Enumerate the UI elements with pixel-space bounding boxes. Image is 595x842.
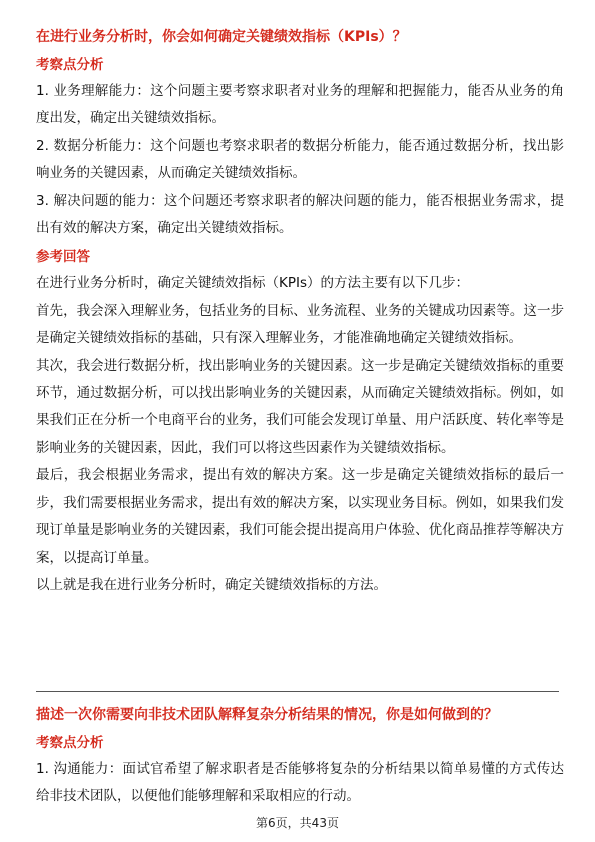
analysis-heading-2: 考察点分析 — [36, 735, 104, 751]
question-1-title: 在进行业务分析时，你会如何确定关键绩效指标（KPIs）？ — [36, 29, 407, 45]
answer-step-1: 首先，我会深入理解业务，包括业务的目标、业务流程、业务的关键成功因素等。这一步是确定关键绩效指标的基础，只有深入理解业务，才能准确地确定关键绩效指标。 — [36, 302, 564, 347]
section-divider — [36, 691, 559, 692]
answer-heading: 参考回答 — [36, 249, 90, 266]
answer-conclusion: 以上就是我在进行业务分析时，确定关键绩效指标的方法。 — [36, 576, 387, 593]
analysis-point-2: 2. 数据分析能力：这个问题也考察求职者的数据分析能力，能否通过数据分析，找出影响业务的关键因素，从而确定关键绩效指标。 — [36, 137, 564, 182]
analysis-point-3: 3. 解决问题的能力：这个问题还考察求职者的解决问题的能力，能否根据业务需求，提出有效的解决方案，确定出关键绩效指标。 — [36, 192, 564, 237]
question-2-section — [36, 704, 564, 811]
answer-intro: 在进行业务分析时，确定关键绩效指标（KPIs）的方法主要有以下几步： — [36, 275, 470, 292]
analysis-2-point-1: 1. 沟通能力：面试官希望了解求职者是否能够将复杂的分析结果以简单易懂的方式传达给非技术团队，以便他们能够理解和采取相应的行动。 — [36, 761, 564, 805]
analysis-heading: 考察点分析 — [36, 57, 104, 73]
answer-step-2: 其次，我会进行数据分析，找出影响业务的关键因素。这一步是确定关键绩效指标的重要环节，通过数据分析，可以找出影响业务的关键因素，从而确定关键绩效指标。例如，如果我们正在分析一个电商平台的业务，我们可能会发现订单量、用户活跃度、转化率等是影响业务的关键因素，因此，我们可以将这些因素作为关键绩效指标。 — [36, 357, 564, 456]
question-1-section — [36, 26, 564, 599]
answer-step-3: 最后，我会根据业务需求，提出有效的解决方案。这一步是确定关键绩效指标的最后一步，我们需要根据业务需求，提出有效的解决方案，以实现业务目标。例如，如果我们发现订单量是影响业务的关键因素，我们可能会提出提高用户体验、优化商品推荐等解决方案，以提高订单量。 — [36, 467, 564, 566]
question-2-title: 描述一次你需要向非技术团队解释复杂分析结果的情况，你是如何做到的？ — [36, 707, 498, 723]
page-number: 第6页，共43页 — [256, 816, 339, 830]
analysis-point-1: 1. 业务理解能力：这个问题主要考察求职者对业务的理解和把握能力，能否从业务的角度出发，确定出关键绩效指标。 — [36, 83, 564, 127]
